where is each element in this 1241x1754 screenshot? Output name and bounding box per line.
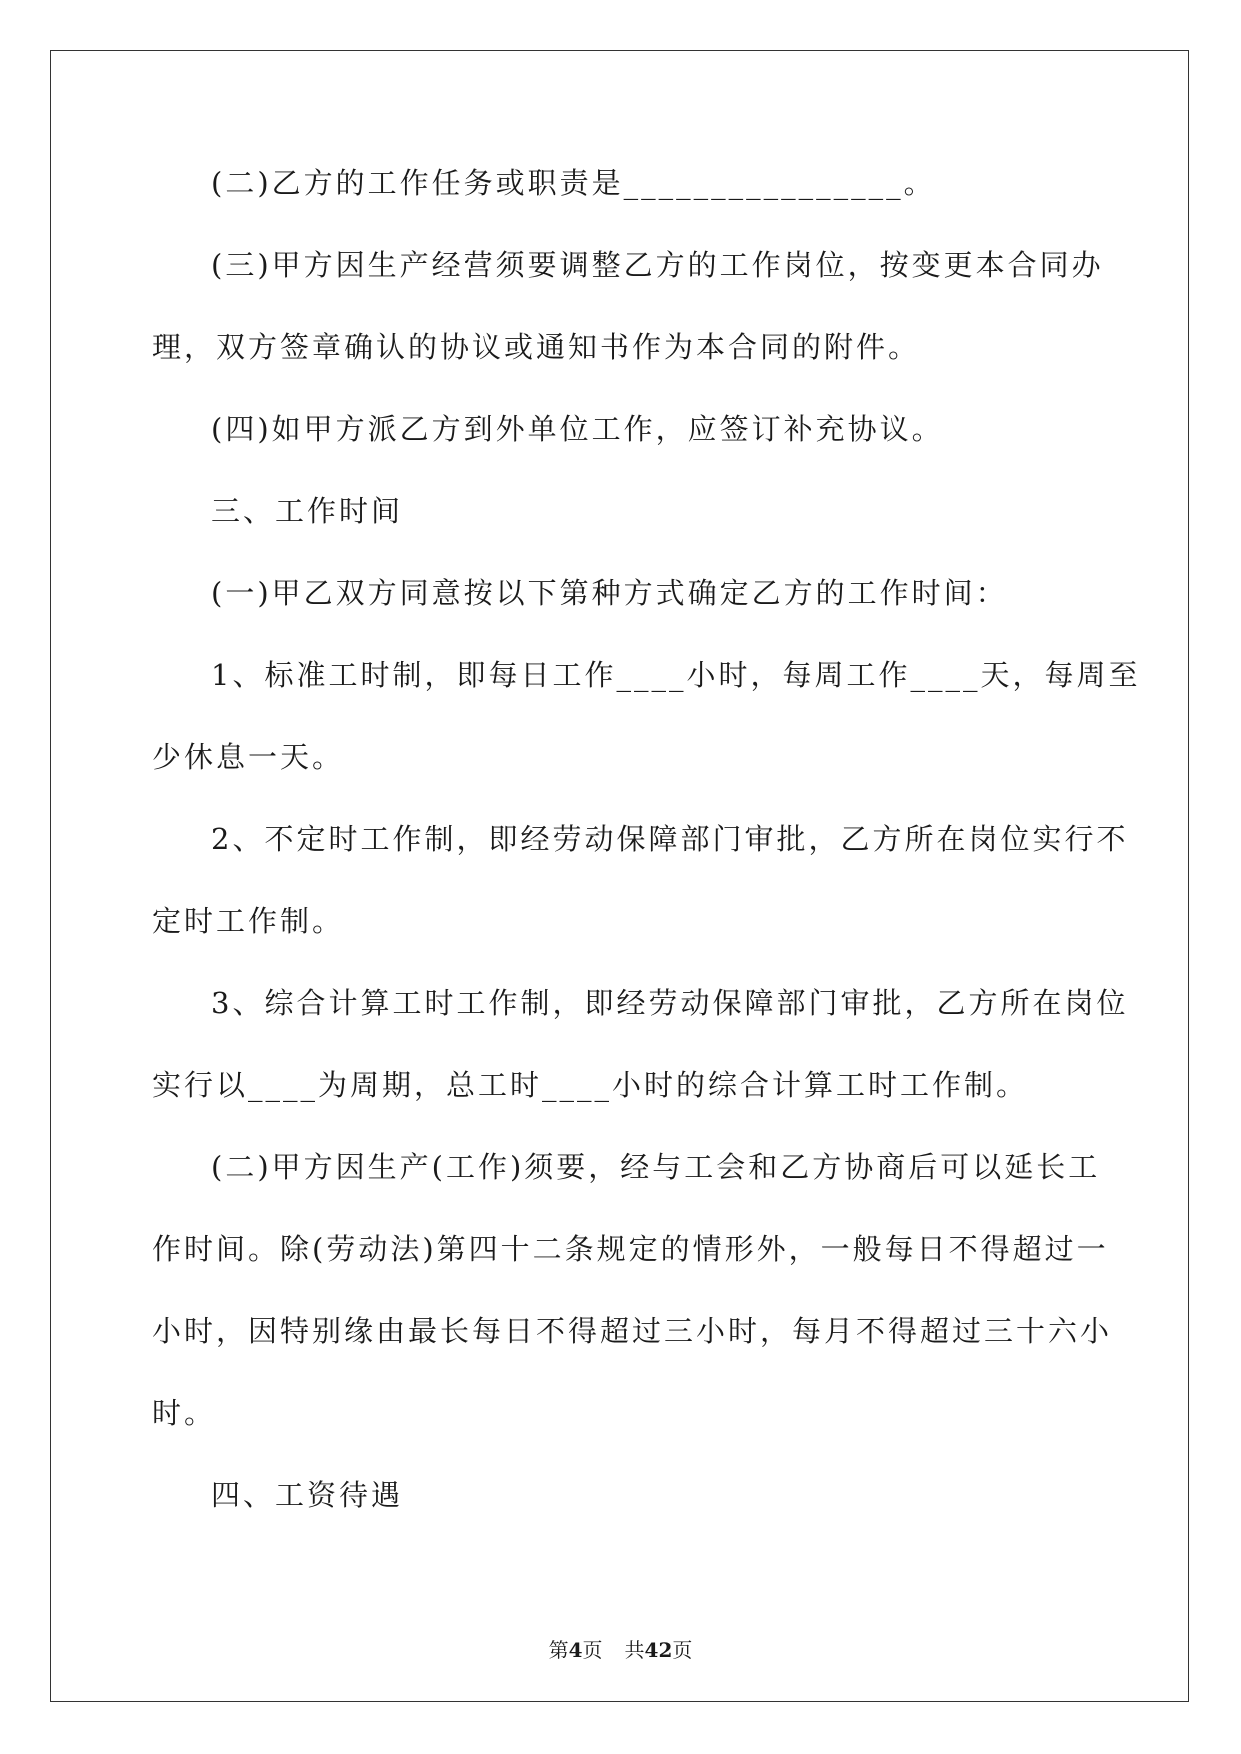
page-prefix: 第	[548, 1638, 569, 1662]
paragraph-2-4: (四)如甲方派乙方到外单位工作，应签订补充协议。	[211, 412, 944, 446]
paragraph-3-1: (一)甲乙双方同意按以下第种方式确定乙方的工作时间：	[211, 576, 1008, 610]
section-heading-4: 四、工资待遇	[211, 1478, 404, 1512]
page-footer	[0, 1638, 1241, 1662]
paragraph-2-3-cont: 理，双方签章确认的协议或通知书作为本合同的附件。	[152, 330, 921, 364]
paragraph-3-1-1-cont: 少休息一天。	[152, 740, 345, 774]
paragraph-3-1-1: 1、标准工时制，即每日工作____小时，每周工作____天，每周至	[211, 658, 1141, 692]
total-pages: 42	[644, 1638, 673, 1662]
paragraph-2-3: (三)甲方因生产经营须要调整乙方的工作岗位，按变更本合同办	[211, 248, 1104, 282]
paragraph-3-1-2-cont: 定时工作制。	[152, 904, 345, 938]
paragraph-3-2: (二)甲方因生产(工作)须要，经与工会和乙方协商后可以延长工	[211, 1150, 1101, 1184]
paragraph-2-2: (二)乙方的工作任务或职责是________________。	[211, 166, 936, 200]
paragraph-3-1-3-cont: 实行以____为周期，总工时____小时的综合计算工时工作制。	[152, 1068, 1029, 1102]
page-suffix: 页	[582, 1638, 603, 1662]
paragraph-3-1-2: 2、不定时工作制，即经劳动保障部门审批，乙方所在岗位实行不	[211, 822, 1129, 856]
page-number: 4	[568, 1638, 583, 1662]
paragraph-3-2-cont-1: 作时间。除(劳动法)第四十二条规定的情形外，一般每日不得超过一	[152, 1232, 1109, 1266]
total-prefix: 共	[624, 1638, 645, 1662]
paragraph-3-2-cont-2: 小时，因特别缘由最长每日不得超过三小时，每月不得超过三十六小	[152, 1314, 1113, 1348]
document-body	[152, 160, 1141, 1554]
total-suffix: 页	[672, 1638, 693, 1662]
section-heading-3: 三、工作时间	[211, 494, 404, 528]
paragraph-3-2-cont-3: 时。	[152, 1396, 217, 1430]
paragraph-3-1-3: 3、综合计算工时工作制，即经劳动保障部门审批，乙方所在岗位	[211, 986, 1129, 1020]
